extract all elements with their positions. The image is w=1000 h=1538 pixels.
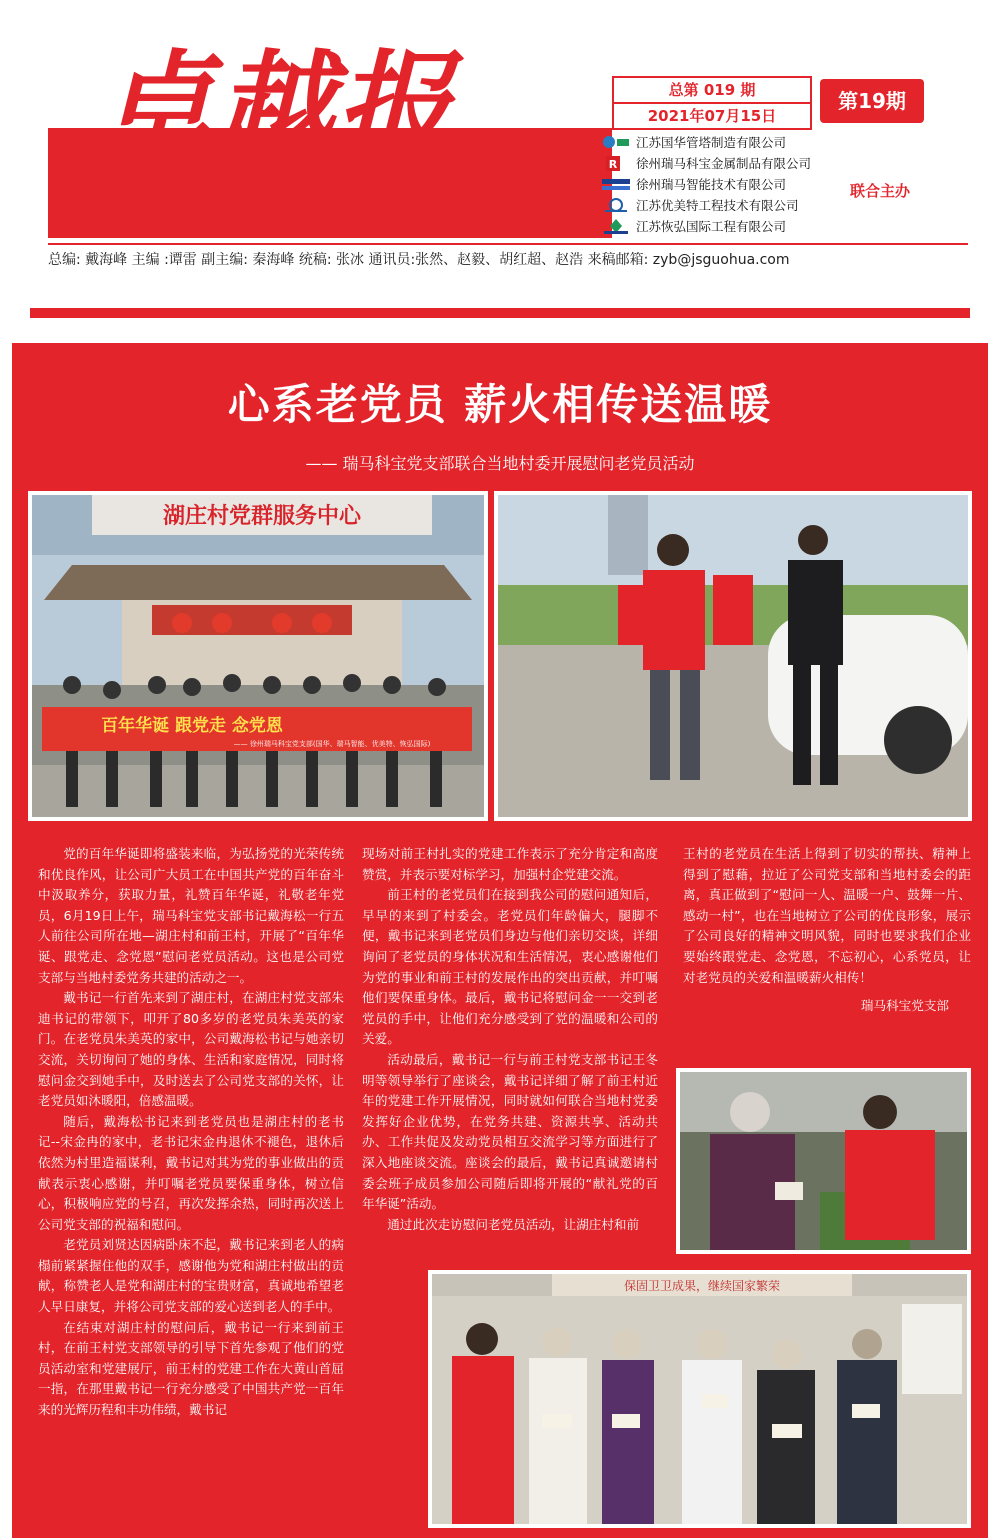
article-subheadline: —— 瑞马科宝党支部联合当地村委开展慰问老党员活动 [305,454,695,473]
article-column-1 [38,844,344,1421]
divider [48,243,968,245]
issue-info-box [612,76,812,130]
photo-walking-visit [494,491,972,821]
masthead-title: 卓越报 [95,37,456,176]
paragraph: 前王村的老党员们在接到我公司的慰问通知后，早早的来到了村委会。老党员们年龄偏大，腿脚不便，戴书记来到老党员们身边与他们亲切交谈，详细询问了老党员的身体状况和生活情况，衷心感谢他们为党的事业和前王村的发展作出的突出贡献，并叮嘱他们要保重身体。最后，戴书记将慰问金一一交到老党员的手中，让他们充分感受到了党的温暖和公司的关爱。 [362,887,658,1047]
article-headline: 心系老党员 薪火相传送温暖 [227,380,773,429]
paragraph: 戴书记一行首先来到了湖庄村，在湖庄村党支部朱迪书记的带领下，叩开了80多岁的老党员朱美英的家门。在老党员朱美英的家中，公司戴海松书记与她亲切交流，关切询问了她的身体、生活和家庭情况，同时将慰问金交到她手中，及时送去了公司党支部的关怀，让老党员如沐暖阳，倍感温暖。 [38,990,344,1109]
banner-main-text: 百年华诞 跟党走 念党恩 [101,716,283,736]
company-list [602,132,842,237]
photo-elderly-party-member [676,1068,971,1254]
article-column-2 [362,844,658,1235]
photo-group-service-center [28,491,488,821]
paragraph: 王村的老党员在生活上得到了切实的帮扶、精神上得到了慰藉，拉近了公司党支部和当地村委会的距离，真正做到了“慰问一人、温暖一户、鼓舞一片、感动一村”，也在当地树立了公司的优良形象，展示了公司良好的精神文明风貌，同时也要求我们企业要始终跟党走、念党恩，不忘初心，心系党员，让对老党员的关爱和温暖薪火相传！ [683,846,971,985]
company-item: 江苏优美特工程技术有限公司 [602,195,842,216]
group-elderly-photo-image [432,1274,967,1524]
youmeite-logo-icon [602,198,630,213]
walking-photo-image [498,495,968,817]
paragraph: 党的百年华诞即将盛装来临，为弘扬党的光荣传统和优良作风，让公司广大员工在中国共产党的百年奋斗中汲取养分，获取力量，礼赞百年华诞，礼敬老年党员，6月19日上午，瑞马科宝党支部书记戴海松一行五人前往公司所在地—湖庄村和前王村，开展了“百年华诞、跟党走、念党恩”慰问老党员活动。这也是公司党支部与当地村委党务共建的活动之一。 [38,846,344,985]
guohua-logo-icon [602,135,630,150]
issue-total: 总第 019 期 [668,81,756,99]
paragraph: 通过此次走访慰问老党员活动，让湖庄村和前 [387,1216,640,1232]
huihong-logo-icon [602,219,630,234]
elderly-woman-photo-image [680,1072,967,1250]
paragraph: 随后，戴海松书记来到老党员也是湖庄村的老书记--宋金冉的家中，老书记宋金冉退休不褪色，退休后依然为村里造福谋利，戴书记对其为党的事业做出的贡献表示衷心感谢，并叮嘱老党员要保重身体，树立信心，积极响应党的号召，再次发挥余热，同时再次送上公司党支部的祝福和慰问。 [38,1113,344,1232]
paragraph: 老党员刘贤达因病卧床不起，戴书记来到老人的病榻前紧紧握住他的双手，感谢他为党和湖庄村做出的贡献，称赞老人是党和湖庄村的宝贵财富，真诚地希望老人早日康复，并将公司党支部的爱心送到老人的手中。 [38,1237,344,1315]
group-photo-image [32,495,484,817]
issue-date: 2021年07月15日 [614,102,810,128]
company-item: 徐州瑞马智能技术有限公司 [602,174,842,195]
banner-sub-text: —— 徐州瑞马科宝党支部(国华、瑞马智能、优美特、恢弘国际) [233,740,431,748]
editorial-credits: 总编: 戴海峰 主编 :谭雷 副主编: 秦海峰 统稿: 张冰 通讯员:张然、赵毅、胡红超、赵浩 来稿邮箱: zyb@jsguohua.com [48,252,790,268]
ruima-kebao-logo-icon [602,156,630,171]
ritman-logo-icon [602,177,630,192]
joint-sponsor-label: 联合主办 [850,182,911,200]
issue-badge: 第19期 [820,79,924,123]
paragraph: 在结束对湖庄村的慰问后，戴书记一行来到前王村，在前王村党支部领导的引导下首先参观了他们的党员活动室和党建展厅，前王村的党建工作在大黄山首屈一指，在那里戴书记一行充分感受了中国共产党一百年来的光辉历程和丰功伟绩，戴书记 [38,1319,344,1418]
company-item: R 徐州瑞马科宝金属制品有限公司 [602,153,842,174]
svg-text:R: R [608,158,618,171]
company-item: 江苏恢弘国际工程有限公司 [602,216,842,237]
photo-group-elderly-members [428,1270,971,1528]
paragraph: 活动最后，戴书记一行与前王村党支部书记王冬明等领导举行了座谈会，戴书记详细了解了前王村近年的党建工作开展情况，同时就如何联合当地村党委发挥好企业优势，在党务共建、资源共享、活动共办、工作共促及发动党员相互交流学习等方面进行了深入地座谈交流。座谈会的最后，戴书记真诚邀请村委会班子成员参加公司随后即将开展的“献礼党的百年华诞”活动。 [362,1051,658,1212]
wall-banner-text: 保固卫卫成果，继续国家繁荣 [623,1279,781,1293]
paragraph: 现场对前王村扎实的党建工作表示了充分肯定和高度赞赏，并表示要对标学习，加强村企党建交流。 [362,846,658,882]
header-red-rule [30,308,970,318]
article-signature: 瑞马科宝党支部 [860,998,949,1014]
company-item: 江苏国华管塔制造有限公司 [602,132,842,153]
article-column-3 [683,844,971,1017]
sign-text: 湖庄村党群服务中心 [162,504,362,529]
